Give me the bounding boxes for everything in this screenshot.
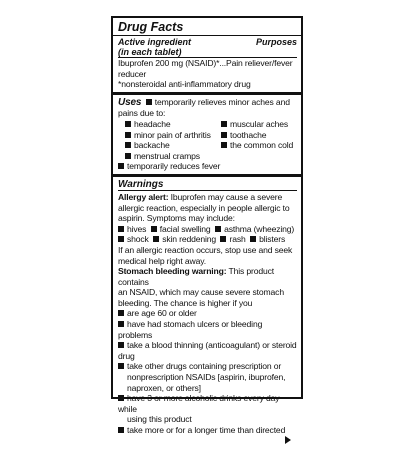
square-bullet-icon <box>118 363 124 369</box>
risk-item: take other drugs containing prescription or <box>127 361 282 372</box>
continue-arrow-icon <box>285 436 291 444</box>
use-item: toothache <box>230 129 267 140</box>
allergy-text: Ibuprofen may cause a severe <box>168 191 283 202</box>
uses-fever: temporarily reduces fever <box>127 161 221 172</box>
warnings-heading: Warnings <box>118 179 297 191</box>
square-bullet-icon <box>151 226 157 232</box>
risk-item: take a blood thinning (anticoagulant) or steroid drug <box>118 340 297 361</box>
risk-item: have 3 or more alcoholic drinks every day while <box>118 393 280 414</box>
uses-section <box>113 95 301 177</box>
risk-item-cont: nonprescription NSAIDs [aspirin, ibuprofen, <box>127 372 286 383</box>
stomach-line: an NSAID, which may cause severe stomach <box>118 287 284 298</box>
square-bullet-icon <box>118 427 124 433</box>
panel-title: Drug Facts <box>118 20 184 34</box>
ingredient-footnote: *nonsteroidal anti-inflammatory drug <box>118 79 251 90</box>
title-section <box>113 18 301 95</box>
square-bullet-icon <box>118 321 124 327</box>
use-item: the common cold <box>230 140 294 151</box>
allergy-advice: If an allergic reaction occurs, stop use and seek <box>118 244 293 255</box>
square-bullet-icon <box>250 236 256 242</box>
square-bullet-icon <box>118 395 124 401</box>
stomach-text: This product contains <box>118 266 275 287</box>
allergy-line: allergic reaction, especially in people allergic to <box>118 202 290 213</box>
stomach-line: bleeding. The chance is higher if you <box>118 297 253 308</box>
symptom: rash <box>229 234 246 245</box>
stomach-label: Stomach bleeding warning: <box>118 266 227 277</box>
risk-item: have had stomach ulcers or bleeding problems <box>118 319 263 340</box>
use-item: headache <box>134 118 171 129</box>
use-item: muscular aches <box>230 118 289 129</box>
square-bullet-icon <box>118 236 124 242</box>
risk-item: take more or for a longer time than directed <box>127 425 286 435</box>
square-bullet-icon <box>125 153 131 159</box>
active-subheading: (in each tablet) <box>118 47 297 58</box>
square-bullet-icon <box>118 342 124 348</box>
symptom: facial swelling <box>159 223 211 234</box>
symptom: asthma (wheezing) <box>224 223 295 234</box>
symptoms-row-1 <box>118 224 297 235</box>
symptom: blisters <box>259 234 286 245</box>
symptom: shock <box>127 234 149 245</box>
square-bullet-icon <box>125 132 131 138</box>
allergy-line: aspirin. Symptoms may include: <box>118 213 235 224</box>
square-bullet-icon <box>221 132 227 138</box>
symptom: skin reddening <box>162 234 216 245</box>
use-item: minor pain of arthritis <box>134 129 211 140</box>
warnings-section <box>113 177 301 450</box>
square-bullet-icon <box>125 142 131 148</box>
use-item: menstrual cramps <box>134 150 200 161</box>
square-bullet-icon <box>220 236 226 242</box>
active-ingredient-block <box>113 35 301 92</box>
square-bullet-icon <box>221 142 227 148</box>
risk-item-cont: naproxen, or others] <box>127 382 201 393</box>
risk-item-cont: using this product <box>127 414 192 425</box>
uses-list <box>118 119 297 161</box>
use-item: backache <box>134 140 170 151</box>
active-heading: Active ingredient <box>118 37 192 47</box>
square-bullet-icon <box>118 226 124 232</box>
allergy-label: Allergy alert: <box>118 191 169 202</box>
ingredient-line: Ibuprofen 200 mg (NSAID)*...Pain reliever/fever reducer <box>118 58 293 79</box>
uses-heading: Uses <box>118 96 142 108</box>
risk-item: are age 60 or older <box>127 308 197 319</box>
allergy-advice: medical help right away. <box>118 255 206 266</box>
symptoms-row-2 <box>118 234 297 245</box>
purposes-heading: Purposes <box>255 37 297 47</box>
square-bullet-icon <box>146 99 152 105</box>
square-bullet-icon <box>118 163 124 169</box>
uses-intro: temporarily relieves minor aches and <box>154 96 290 107</box>
square-bullet-icon <box>118 310 124 316</box>
square-bullet-icon <box>215 226 221 232</box>
square-bullet-icon <box>153 236 159 242</box>
square-bullet-icon <box>221 121 227 127</box>
square-bullet-icon <box>125 121 131 127</box>
uses-intro-cont: pains due to: <box>118 108 166 119</box>
symptom: hives <box>127 223 147 234</box>
drug-facts-panel <box>111 16 303 435</box>
